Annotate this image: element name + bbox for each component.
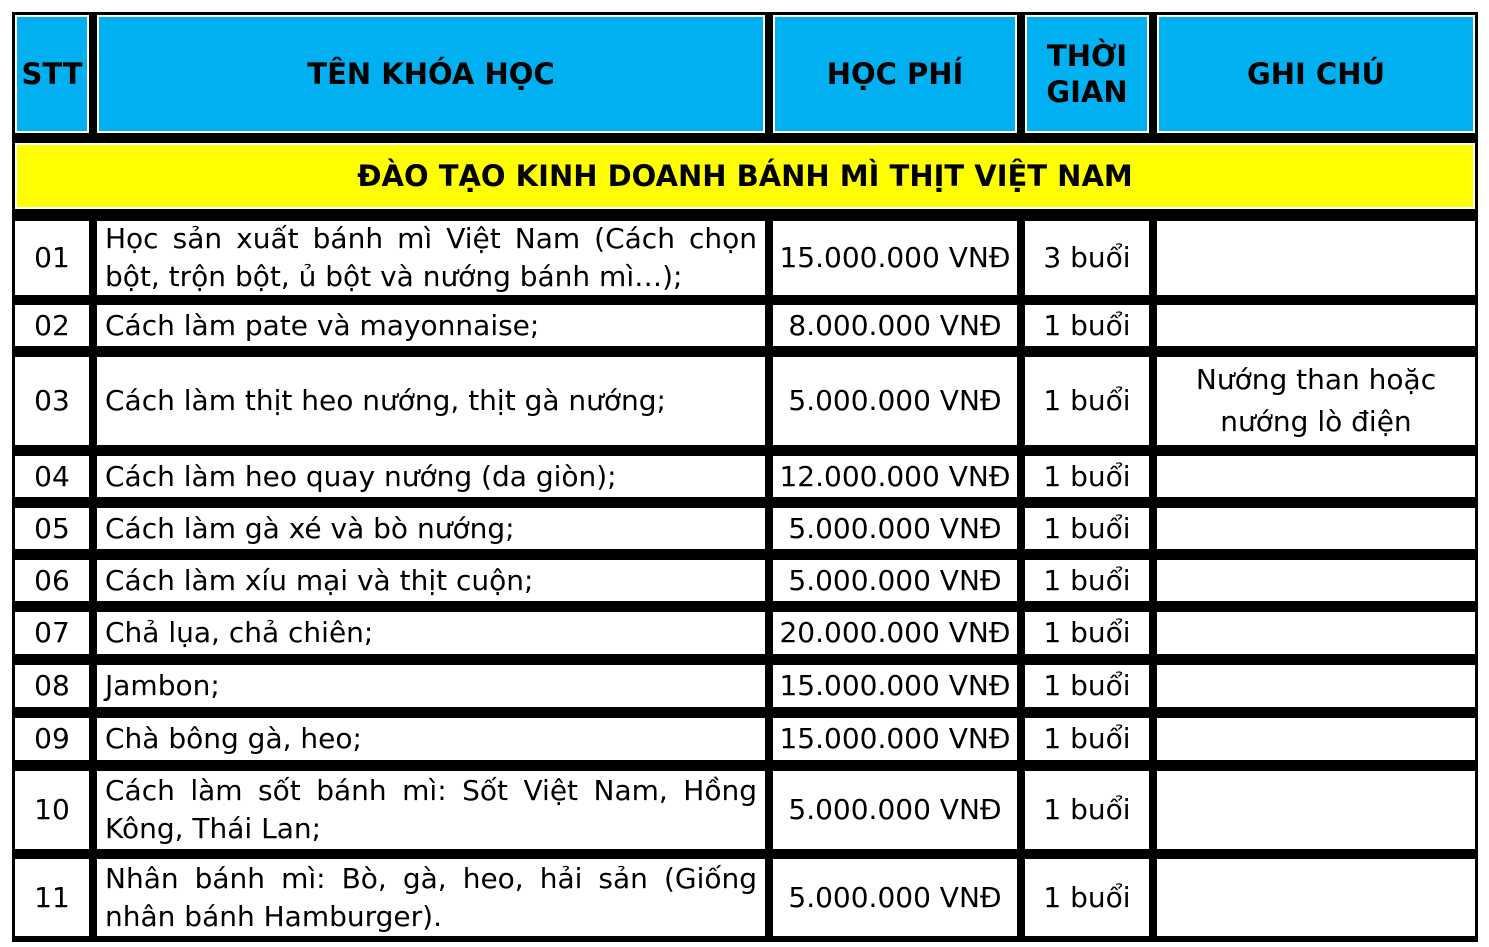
row-stt-text: 02 (34, 308, 70, 342)
row-note (1154, 218, 1478, 298)
header-fee: HỌC PHÍ (770, 12, 1020, 136)
row-duration (1022, 557, 1152, 604)
section-title: ĐÀO TẠO KINH DOANH BÁNH MÌ THỊT VIỆT NAM (12, 140, 1478, 212)
header-stt: STT (12, 12, 92, 136)
row-fee-text: 5.000.000 VNĐ (788, 384, 1002, 417)
row-course-name-text: Cách làm sốt bánh mì: Sốt Việt Nam, Hồng Kông, Thái Lan; (105, 774, 757, 845)
row-course-name (94, 768, 768, 852)
row-stt (12, 715, 92, 763)
row-fee-text: 8.000.000 VNĐ (788, 308, 1002, 342)
row-course-name (94, 609, 768, 657)
row-course-name-text: Chả lụa, chả chiên; (105, 616, 374, 649)
row-course-name (94, 505, 768, 552)
row-stt-text: 09 (34, 722, 70, 755)
row-duration (1022, 302, 1152, 349)
row-fee-text: 5.000.000 VNĐ (788, 793, 1002, 826)
row-duration-text: 3 buổi (1043, 241, 1131, 274)
header-note: GHI CHÚ (1154, 12, 1478, 136)
row-duration (1022, 662, 1152, 710)
row-duration-text: 1 buổi (1043, 616, 1131, 649)
row-stt-text: 06 (34, 563, 70, 597)
row-course-name-text: Chà bông gà, heo; (105, 722, 362, 755)
row-course-name (94, 218, 768, 298)
row-stt (12, 557, 92, 604)
row-duration (1022, 856, 1152, 939)
row-course-name-text: Cách làm gà xé và bò nướng; (105, 511, 515, 545)
row-duration (1022, 354, 1152, 448)
row-fee (770, 715, 1020, 763)
row-stt (12, 662, 92, 710)
row-duration (1022, 505, 1152, 552)
row-fee-text: 15.000.000 VNĐ (779, 241, 1011, 274)
row-duration-text: 1 buổi (1043, 669, 1131, 702)
row-course-name-text: Học sản xuất bánh mì Việt Nam (Cách chọn bột, trộn bột, ủ bột và nướng bánh mì…); (105, 222, 757, 293)
row-duration (1022, 715, 1152, 763)
row-fee-text: 5.000.000 VNĐ (788, 511, 1002, 545)
row-course-name-text: Cách làm xíu mại và thịt cuộn; (105, 563, 534, 597)
row-stt-text: 04 (34, 459, 70, 493)
row-note (1154, 354, 1478, 448)
row-fee-text: 20.000.000 VNĐ (779, 616, 1011, 649)
row-stt (12, 505, 92, 552)
row-stt (12, 856, 92, 939)
row-stt (12, 354, 92, 448)
row-course-name-text: Cách làm heo quay nướng (da giòn); (105, 459, 617, 493)
row-duration-text: 1 buổi (1043, 308, 1131, 342)
header-course-name: TÊN KHÓA HỌC (94, 12, 768, 136)
row-fee (770, 856, 1020, 939)
row-note (1154, 453, 1478, 500)
row-stt-text: 07 (34, 616, 70, 649)
row-stt-text: 01 (34, 241, 70, 274)
row-fee (770, 453, 1020, 500)
row-fee (770, 609, 1020, 657)
row-note (1154, 505, 1478, 552)
row-fee (770, 768, 1020, 852)
row-fee-text: 5.000.000 VNĐ (788, 563, 1002, 597)
row-course-name (94, 856, 768, 939)
row-stt-text: 05 (34, 511, 70, 545)
row-fee (770, 218, 1020, 298)
row-course-name-text: Nhân bánh mì: Bò, gà, heo, hải sản (Giống nhân bánh Hamburger). (105, 861, 757, 933)
row-course-name-text: Jambon; (105, 669, 220, 702)
row-stt-text: 10 (34, 793, 70, 826)
row-fee-text: 12.000.000 VNĐ (779, 459, 1011, 493)
row-duration (1022, 218, 1152, 298)
row-note (1154, 856, 1478, 939)
row-fee-text: 5.000.000 VNĐ (788, 880, 1002, 914)
row-stt-text: 08 (34, 669, 70, 702)
row-duration-text: 1 buổi (1043, 880, 1131, 914)
row-fee-text: 15.000.000 VNĐ (779, 722, 1011, 755)
header-duration: THỜI GIAN (1022, 12, 1152, 136)
row-stt (12, 218, 92, 298)
row-fee-text: 15.000.000 VNĐ (779, 669, 1011, 702)
row-course-name (94, 354, 768, 448)
row-note (1154, 302, 1478, 349)
row-duration-text: 1 buổi (1043, 459, 1131, 493)
row-duration-text: 1 buổi (1043, 793, 1131, 826)
row-duration (1022, 768, 1152, 852)
row-stt (12, 609, 92, 657)
row-stt (12, 768, 92, 852)
row-course-name-text: Cách làm thịt heo nướng, thịt gà nướng; (105, 384, 666, 417)
row-note (1154, 662, 1478, 710)
row-note (1154, 609, 1478, 657)
row-course-name (94, 302, 768, 349)
course-price-table (12, 12, 1478, 942)
row-note (1154, 768, 1478, 852)
row-stt (12, 302, 92, 349)
row-stt-text: 03 (34, 384, 70, 417)
row-fee (770, 354, 1020, 448)
row-course-name (94, 662, 768, 710)
row-fee (770, 557, 1020, 604)
row-duration-text: 1 buổi (1043, 722, 1131, 755)
row-course-name-text: Cách làm pate và mayonnaise; (105, 308, 540, 342)
row-duration-text: 1 buổi (1043, 563, 1131, 597)
row-duration (1022, 609, 1152, 657)
row-duration (1022, 453, 1152, 500)
row-course-name (94, 557, 768, 604)
row-fee (770, 302, 1020, 349)
row-note (1154, 557, 1478, 604)
row-duration-text: 1 buổi (1043, 384, 1131, 417)
row-duration-text: 1 buổi (1043, 511, 1131, 545)
row-stt-text: 11 (34, 880, 70, 914)
row-course-name (94, 715, 768, 763)
row-fee (770, 662, 1020, 710)
row-stt (12, 453, 92, 500)
row-course-name (94, 453, 768, 500)
row-note-text: Nướng than hoặc nướng lò điện (1195, 363, 1437, 438)
row-note (1154, 715, 1478, 763)
row-fee (770, 505, 1020, 552)
